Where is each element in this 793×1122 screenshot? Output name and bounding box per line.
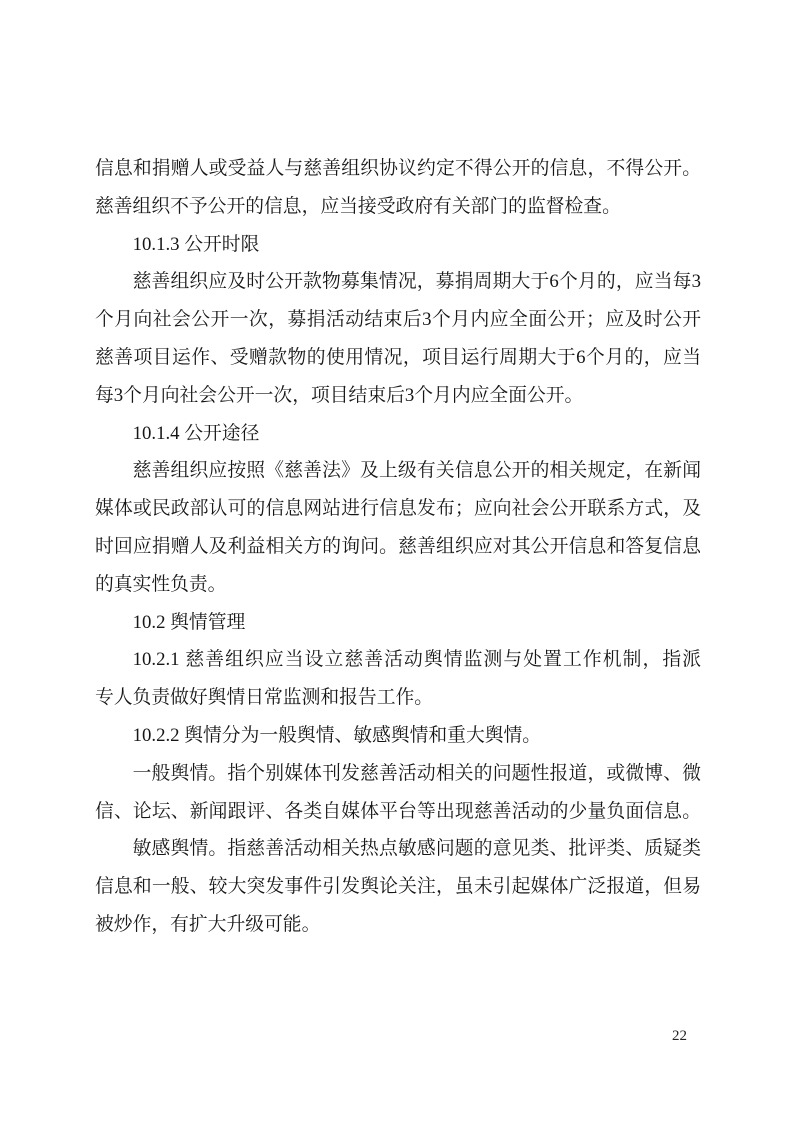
section-heading-10-1-4: 10.1.4 公开途径 [132, 422, 260, 444]
text-line: 个月向社会公开一次，募捐活动结束后3个月内应全面公开；应及时公开 [95, 309, 701, 331]
text-line: 慈善组织应按照《慈善法》及上级有关信息公开的相关规定，在新闻 [132, 460, 701, 482]
text-line: 媒体或民政部认可的信息网站进行信息发布；应向社会公开联系方式，及 [95, 498, 701, 520]
text-line: 10.2.2 舆情分为一般舆情、敏感舆情和重大舆情。 [132, 724, 542, 746]
text-line: 每3个月向社会公开一次，项目结束后3个月内应全面公开。 [95, 384, 584, 406]
text-line: 的真实性负责。 [95, 573, 227, 595]
text-line: 一般舆情。指个别媒体刊发慈善活动相关的问题性报道，或微博、微 [132, 762, 701, 784]
section-heading-10-1-3: 10.1.3 公开时限 [132, 233, 260, 255]
text-line: 信息和一般、较大突发事件引发舆论关注，虽未引起媒体广泛报道，但易 [95, 876, 701, 898]
text-line: 10.2.1 慈善组织应当设立慈善活动舆情监测与处置工作机制，指派 [132, 649, 701, 671]
text-line: 慈善项目运作、受赠款物的使用情况，项目运行周期大于6个月的，应当 [95, 346, 701, 368]
page-number: 22 [672, 1028, 687, 1044]
text-line: 信息和捐赠人或受益人与慈善组织协议约定不得公开的信息，不得公开。 [95, 158, 701, 179]
text-line: 信、论坛、新闻跟评、各类自媒体平台等出现慈善活动的少量负面信息。 [95, 800, 701, 822]
document-body-text [95, 150, 701, 944]
text-line: 敏感舆情。指慈善活动相关热点敏感问题的意见类、批评类、质疑类 [132, 838, 701, 860]
text-line: 慈善组织应及时公开款物募集情况，募捐周期大于6个月的，应当每3 [132, 271, 701, 293]
section-heading-10-2: 10.2 舆情管理 [132, 611, 246, 633]
text-line: 时回应捐赠人及利益相关方的询问。慈善组织应对其公开信息和答复信息 [95, 535, 701, 557]
text-line: 慈善组织不予公开的信息，应当接受政府有关部门的监督检查。 [95, 195, 621, 217]
text-line: 专人负责做好舆情日常监测和报告工作。 [95, 687, 434, 709]
text-line: 被炒作，有扩大升级可能。 [95, 913, 321, 935]
